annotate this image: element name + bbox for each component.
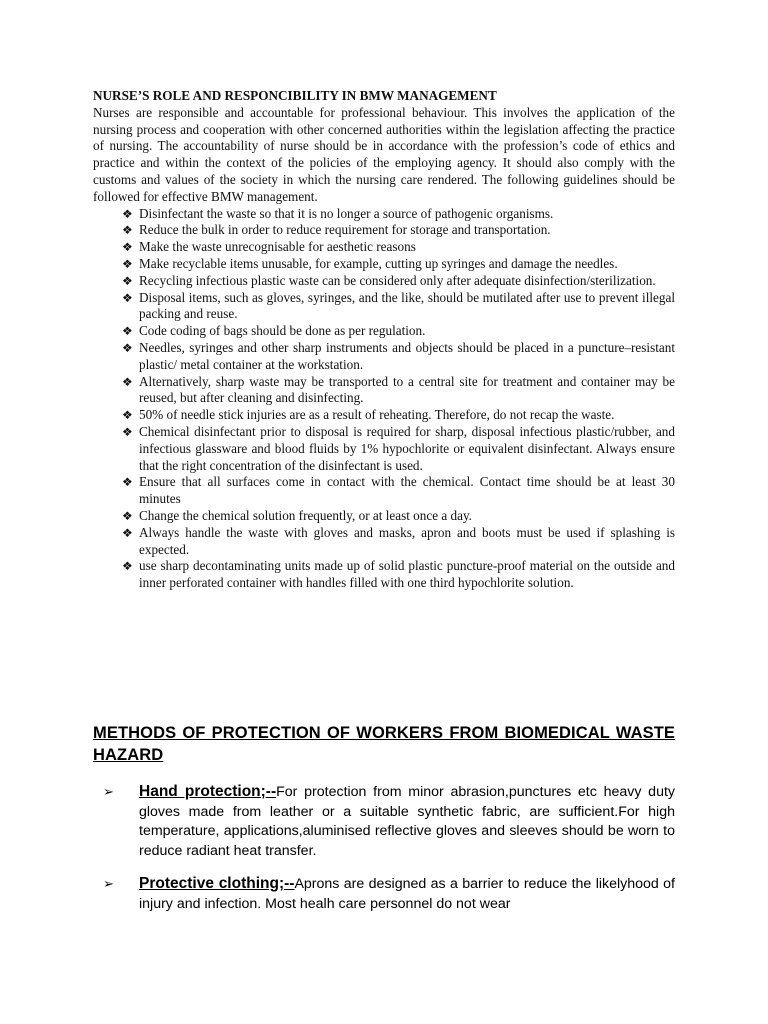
guideline-item <box>93 508 675 525</box>
guideline-item <box>93 273 675 290</box>
diamond-bullet-icon: ❖ <box>122 240 133 255</box>
guideline-item <box>93 206 675 223</box>
diamond-bullet-icon: ❖ <box>122 256 133 271</box>
diamond-bullet-icon: ❖ <box>122 475 133 490</box>
document-section-nurse-role <box>93 88 675 592</box>
guideline-text: Code coding of bags should be done as per regulation. <box>139 323 426 339</box>
protection-method-text: Aprons are designed as a barrier to reduce the likelyhood of injury and infection. Most healh care personnel do not wear <box>139 876 675 912</box>
protection-method-list <box>93 782 675 914</box>
guideline-item <box>93 256 675 273</box>
guideline-text: Make recyclable items unusable, for example, cutting up syringes and damage the needles. <box>139 255 618 271</box>
diamond-bullet-icon: ❖ <box>122 273 133 288</box>
guideline-item <box>93 222 675 239</box>
intro-paragraph: Nurses are responsible and accountable for professional behaviour. This involves the application of the nursing process and cooperation with other concerned authorities within the legislation affecting the practice of nursing. The accountability of nurse should be in accordance with the profession’s code of ethics and practice and within the context of the policies of the employing agency. It should also comply with the customs and values of the society in which the nursing care rendered. The following guidelines should be followed for effective BMW management. <box>93 104 675 204</box>
diamond-bullet-icon: ❖ <box>122 508 133 523</box>
guideline-item <box>93 558 675 592</box>
diamond-bullet-icon: ❖ <box>122 374 133 389</box>
guideline-text: Needles, syringes and other sharp instruments and objects should be placed in a puncture–resistant plastic/ metal container at the workstation. <box>139 339 675 372</box>
protection-method-item <box>93 874 675 914</box>
guideline-text: Reduce the bulk in order to reduce requirement for storage and transportation. <box>139 222 551 238</box>
guideline-item <box>93 340 675 374</box>
diamond-bullet-icon: ❖ <box>122 340 133 355</box>
diamond-bullet-icon: ❖ <box>122 290 133 305</box>
guideline-text: Alternatively, sharp waste may be transported to a central site for treatment and container may be reused, but after cleaning and disinfecting. <box>139 373 675 406</box>
guideline-text: Chemical disinfectant prior to disposal is required for sharp, disposal infectious plastic/rubber, and infectious glassware and blood fluids by 1% hypochlorite or equivalent disinfectant. Always ensure that the right concentration of the disinfectant is used. <box>139 423 675 473</box>
guideline-text: 50% of needle stick injuries are as a result of reheating. Therefore, do not recap the waste. <box>139 407 615 423</box>
arrow-bullet-icon: ➢ <box>103 784 114 799</box>
guideline-list <box>93 206 675 592</box>
guideline-item <box>93 323 675 340</box>
guideline-text: Disposal items, such as gloves, syringes, and the like, should be mutilated after use to prevent illegal packing and reuse. <box>139 289 675 322</box>
guideline-text: Ensure that all surfaces come in contact with the chemical. Contact time should be at least 30 minutes <box>139 474 675 507</box>
protection-method-term: Hand protection;-- <box>139 783 277 800</box>
protection-method-text: For protection from minor abrasion,punctures etc heavy duty gloves made from leather or a suitable synthetic fabric, are sufficient.For high temperature, applications,aluminised reflective gloves and sleeves should be worn to reduce radiant heat transfer. <box>139 784 675 859</box>
guideline-item <box>93 424 675 474</box>
diamond-bullet-icon: ❖ <box>122 324 133 339</box>
arrow-bullet-icon: ➢ <box>103 876 114 891</box>
guideline-item <box>93 239 675 256</box>
protection-method-term: Protective clothing;-- <box>139 875 295 892</box>
section-heading: METHODS OF PROTECTION OF WORKERS FROM BIOMEDICAL WASTE HAZARD <box>93 724 675 764</box>
guideline-item <box>93 525 675 559</box>
diamond-bullet-icon: ❖ <box>122 223 133 238</box>
guideline-item <box>93 474 675 508</box>
guideline-text: Disinfectant the waste so that it is no longer a source of pathogenic organisms. <box>139 205 554 221</box>
guideline-text: Always handle the waste with gloves and masks, apron and boots must be used if splashing is expected. <box>139 524 675 557</box>
section-title: NURSE’S ROLE AND RESPONCIBILITY IN BMW MANAGEMENT <box>93 88 497 103</box>
protection-method-item <box>93 782 675 861</box>
diamond-bullet-icon: ❖ <box>122 424 133 439</box>
guideline-item <box>93 374 675 408</box>
guideline-item <box>93 290 675 324</box>
document-section-protection-methods <box>93 722 675 927</box>
diamond-bullet-icon: ❖ <box>122 525 133 540</box>
guideline-text: use sharp decontaminating units made up of solid plastic puncture-proof material on the outside and inner perforated container with handles filled with one third hypochlorite solution. <box>139 558 675 591</box>
diamond-bullet-icon: ❖ <box>122 206 133 221</box>
guideline-text: Recycling infectious plastic waste can be considered only after adequate disinfection/sterilization. <box>139 272 656 288</box>
guideline-text: Make the waste unrecognisable for aesthetic reasons <box>139 239 416 255</box>
guideline-item <box>93 407 675 424</box>
guideline-text: Change the chemical solution frequently, or at least once a day. <box>139 507 472 523</box>
diamond-bullet-icon: ❖ <box>122 559 133 574</box>
diamond-bullet-icon: ❖ <box>122 408 133 423</box>
